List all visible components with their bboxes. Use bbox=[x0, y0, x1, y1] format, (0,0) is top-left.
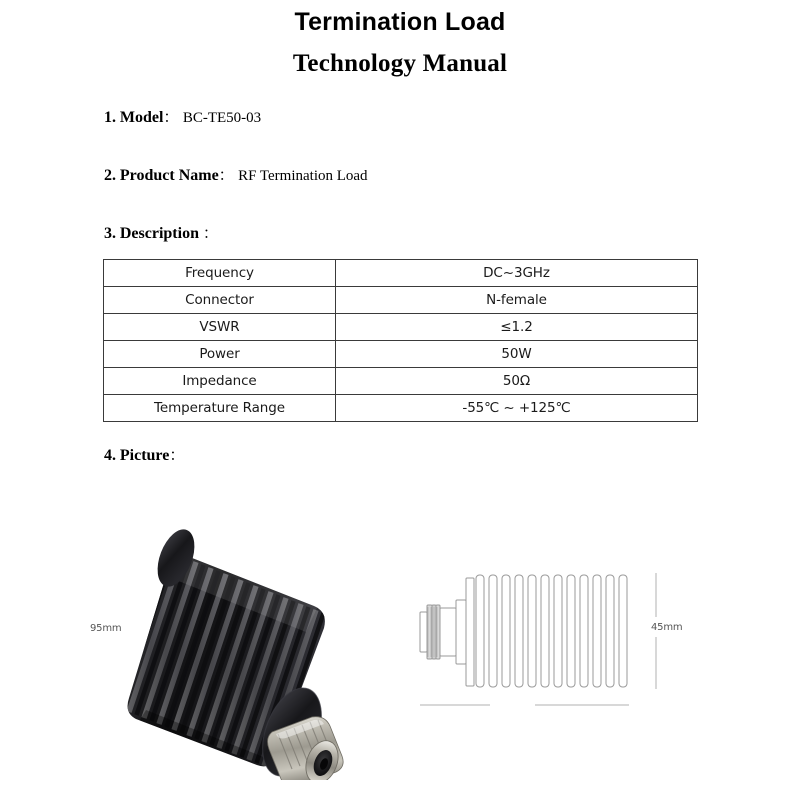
section-model-colon: ： bbox=[163, 109, 179, 126]
specification-table-body bbox=[104, 260, 698, 422]
product-photo-svg bbox=[126, 510, 381, 780]
table-row bbox=[104, 395, 698, 422]
dimension-height-label: 45mm bbox=[651, 622, 683, 633]
section-description bbox=[104, 224, 218, 244]
table-row bbox=[104, 287, 698, 314]
dimension-width-label: 95mm bbox=[90, 623, 122, 634]
document-title-primary: Termination Load bbox=[294, 8, 506, 36]
spec-parameter: Power bbox=[104, 341, 336, 368]
section-product-name-colon: ： bbox=[218, 167, 235, 184]
section-picture-number: 4. bbox=[104, 447, 116, 464]
spec-value: 50W bbox=[336, 341, 698, 368]
drawing-connector bbox=[420, 600, 466, 664]
spec-value: -55℃ ~ +125℃ bbox=[336, 395, 698, 422]
section-model-value: BC-TE50-03 bbox=[182, 110, 262, 126]
spec-value: N-female bbox=[336, 287, 698, 314]
document-title-secondary: Technology Manual bbox=[292, 50, 508, 77]
section-product-name-value: RF Termination Load bbox=[238, 168, 368, 184]
section-picture-colon: ： bbox=[169, 447, 185, 464]
section-product-name bbox=[104, 166, 368, 186]
section-model bbox=[104, 108, 261, 128]
section-product-name-label: Product Name bbox=[119, 167, 219, 184]
section-model-label: Model bbox=[119, 109, 164, 126]
figure-area bbox=[0, 480, 800, 800]
spec-value: 50Ω bbox=[336, 368, 698, 395]
specification-table bbox=[103, 259, 698, 422]
product-photo bbox=[126, 510, 381, 780]
section-picture bbox=[104, 446, 185, 466]
spec-parameter: Frequency bbox=[104, 260, 336, 287]
spec-parameter: Temperature Range bbox=[104, 395, 336, 422]
drawing-fins bbox=[476, 575, 627, 687]
section-product-name-number: 2. bbox=[104, 167, 116, 184]
table-row bbox=[104, 341, 698, 368]
table-row bbox=[104, 260, 698, 287]
technical-drawing bbox=[410, 555, 690, 715]
section-description-colon: ： bbox=[202, 225, 219, 242]
table-row bbox=[104, 368, 698, 395]
section-picture-label: Picture bbox=[119, 447, 170, 464]
table-row bbox=[104, 314, 698, 341]
spec-parameter: Connector bbox=[104, 287, 336, 314]
spec-value: ≤1.2 bbox=[336, 314, 698, 341]
spec-parameter: VSWR bbox=[104, 314, 336, 341]
spec-parameter: Impedance bbox=[104, 368, 336, 395]
section-model-number: 1. bbox=[104, 109, 116, 126]
section-description-number: 3. bbox=[104, 225, 116, 242]
spec-value: DC~3GHz bbox=[336, 260, 698, 287]
drawing-base-plate bbox=[466, 578, 474, 686]
technical-drawing-svg bbox=[410, 555, 690, 715]
section-description-label: Description bbox=[119, 225, 199, 242]
